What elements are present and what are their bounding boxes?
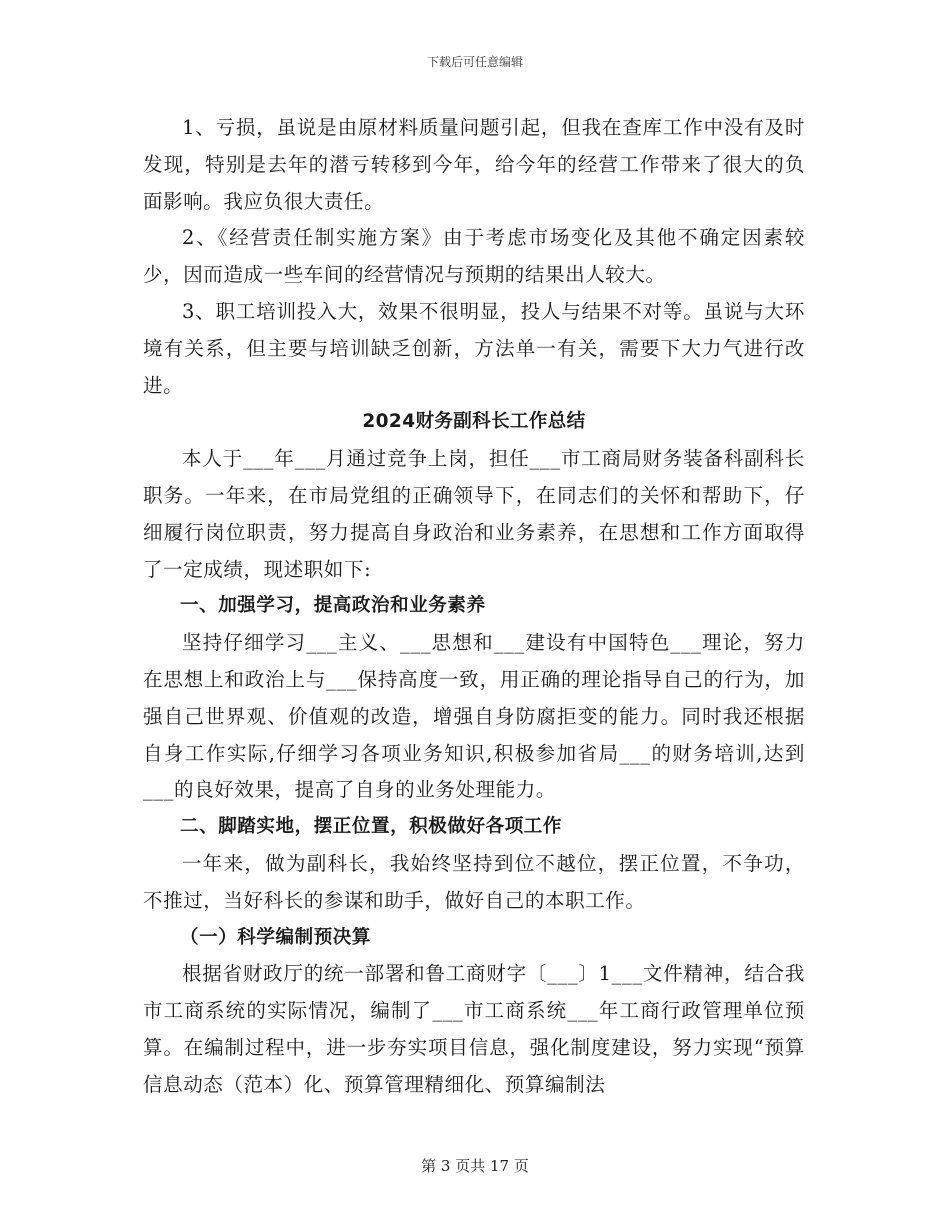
section-heading-1: 一、加强学习，提高政治和业务素养 xyxy=(180,595,486,617)
paragraph-item-1: 1、亏损，虽说是由原材料质量问题引起，但我在查库工作中没有及时发现，特别是去年的潜亏转移到今年，给今年的经营工作带来了很大的负面影响。我应负很大责任。 xyxy=(143,116,805,213)
paragraph-item-2: 2、《经营责任制实施方案》由于考虑市场变化及其他不确定因素较少，因而造成一些车间的经营情况与预期的结果出人较大。 xyxy=(143,226,805,287)
intro-paragraph: 本人于___年___月通过竞争上岗，担任___市工商局财务装备科副科长职务。一年来，在市局党组的正确领导下，在同志们的关怀和帮助下，仔细履行岗位职责，努力提高自身政治和业务素养，在思想和工作方面取得了一定成绩，现述职如下: xyxy=(143,447,805,581)
paragraph-item-3: 3、职工培训投入大，效果不很明显，投人与结果不对等。虽说与大环境有关系，但主要与培训缺乏创新，方法单一有关，需要下大力气进行改进。 xyxy=(143,299,805,397)
document-body xyxy=(143,110,805,1104)
page-header: 下载后可任意编辑 xyxy=(426,55,523,69)
section-1-paragraph: 坚持仔细学习___主义、___思想和___建设有中国特色___理论，努力在思想上和政治上与___保持高度一致，用正确的理论指导自己的行为，加强自己世界观、价值观的改造，增强自身防腐拒变的能力。同时我还根据自身工作实际,仔细学习各项业务知识,积极参加省局___的财务培训,达到___的良好效果，提高了自身的业务处理能力。 xyxy=(143,631,805,802)
subsection-heading-1: （一）科学编制预决算 xyxy=(180,926,372,948)
section-heading-2: 二、脚踏实地，摆正位置，积极做好各项工作 xyxy=(180,816,563,838)
section-2-paragraph: 一年来，做为副科长，我始终坚持到位不越位，摆正位置，不争功，不推过，当好科长的参谋和助手，做好自己的本职工作。 xyxy=(143,851,805,912)
subsection-1-paragraph: 根据省财政厅的统一部署和鲁工商财字〔___〕1___文件精神，结合我市工商系统的实际情况，编制了___市工商系统___年工商行政管理单位预算。在编制过程中，进一步夯实项目信息，强化制度建设，努力实现“预算信息动态（范本）化、预算管理精细化、预算编制法 xyxy=(143,962,805,1096)
page-footer: 第 3 页共 17 页 xyxy=(421,1157,529,1175)
document-title: 2024财务副科长工作总结 xyxy=(362,411,586,433)
